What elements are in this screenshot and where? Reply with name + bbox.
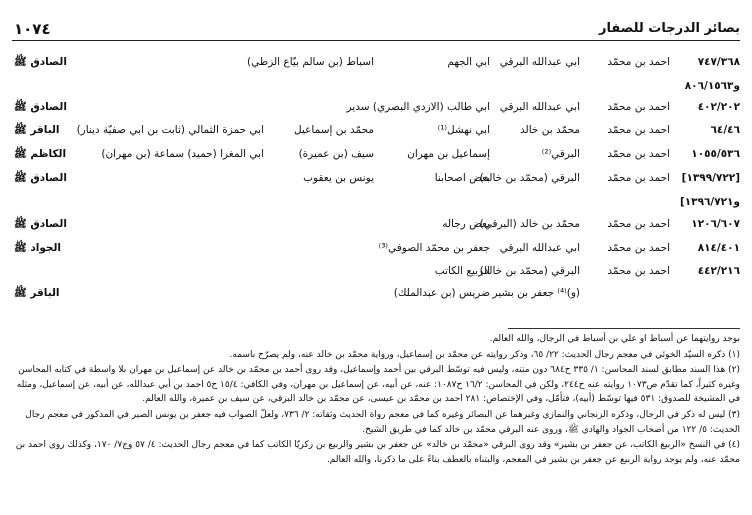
footnote: بوجد روايتهما عن أسباط او علي بن أسباط في الرجال، والله العالم. [489, 334, 740, 344]
narrator-4: سيف (بن عميرة) [298, 148, 374, 160]
narrator-2: البرقي (محمّد بن خالد) [479, 265, 580, 277]
header-rule [12, 40, 740, 41]
footnote: (١) ذكره السيّد الخوئي في معجم رجال الحديث: ٢٢/ ٦٥، وذكر روايته عن محمّد بن إسماعيل، ورواية محمّد بن خالد عنه، ولم يصرّح باسمه. [229, 349, 740, 360]
narrator-3: جعفر بن محمّد الصوفي⁽³⁾ [378, 242, 490, 254]
narrator-2: البرقي⁽²⁾ [541, 148, 580, 160]
hadith-id: ٤٠٢/٢٠٢ [697, 101, 740, 113]
narrator-3: بعض اصحابنا [434, 172, 490, 184]
narrator-2: محمّد بن خالد (البرقي) [479, 218, 580, 230]
hadith-id: ٨١٤/٤٠١ [697, 242, 740, 254]
chain-row [0, 148, 752, 166]
running-title: بصائر الدرجات للصفار [599, 21, 740, 36]
narrator-1: احمد بن محمّد [607, 218, 670, 230]
narrator-1: احمد بن محمّد [607, 101, 670, 113]
imam: الصادق ﷺ [14, 56, 67, 68]
page-number: ١٠٧٤ [14, 20, 51, 38]
footnotes [14, 332, 740, 468]
chain-row [0, 218, 752, 236]
narrator-3: ضريس (بن عبدالملك) [393, 287, 490, 299]
imam: الجواد ﷺ [14, 242, 62, 254]
hadith-id: ١٢٠٦/٦٠٧ [691, 218, 740, 230]
hadith-id: و١٣٩٦/٧٢١] [679, 196, 740, 208]
imam: الباقر ﷺ [14, 124, 60, 136]
narrator-1: احمد بن محمّد [607, 242, 670, 254]
narrator-2: البرقي (محمّد بن خالد) [479, 172, 580, 184]
chain-row [0, 101, 752, 119]
chain-row [0, 124, 752, 142]
narrator-2: ابي عبدالله البرقي [499, 101, 580, 113]
footnote-rule [508, 328, 740, 329]
footnote: (٤) في النسخ «الربيع الكاتب، عن جعفر بن بشير» وقد روى البرقي «محمّد بن خالد» عن جعفر بن بشير والربيع بن زكريّا الكاتب كما في معجم رجال الحديث: ٤/ ٥٧ وج٧/ ١٧٠، وكذلك روى احمد بن محمّد عنه، ولم يوجد رواية الربيع عن جعفر بن بشير في المعجم، والبتناه بالعطف بناءً على ما ذكرنا، والله العالم. [15, 440, 740, 465]
hadith-id: ٦٤/٤٦ [710, 124, 740, 136]
footnote: (٣) ليس له ذكر في الرجال، وذكره الزنجاني والنمازي وغيرهما عن البصائر وغيره كما في معجم رواة الحديث وثقاته: ٢/ ٧٣٦، ولعلّ الصواب فيه جعفر بن يونس الصير في المذكور في معجم رجال الحديث: ٥/ ١٢٢ من أصحاب الجواد والهادي ﷺ، وروى عنه البرقي محمّد بن خالد كما في طريق الشيخ. [25, 409, 740, 435]
chain-row [0, 172, 752, 190]
chain-subref [0, 196, 752, 214]
chain-subref [0, 80, 752, 98]
narrator-2: ابي عبدالله البرقي [499, 56, 580, 68]
narrator-1: احمد بن محمّد [607, 265, 670, 277]
imam: الباقر ﷺ [14, 287, 60, 299]
chain-row [0, 56, 752, 74]
chain-row [0, 242, 752, 260]
hadith-id: ٧٤٧/٣٦٨ [697, 56, 740, 68]
hadith-id: و٨٠٦/١٥٦٣ [684, 80, 740, 92]
narrator-1: احمد بن محمّد [607, 56, 670, 68]
imam: الصادق ﷺ [14, 218, 67, 230]
narrator-3: الربيع الكاتب [434, 265, 490, 277]
hadith-id: [١٣٩٩/٧٢٢] [681, 172, 740, 184]
narrator-2: (و)⁽⁴⁾ جعفر بن بشير [492, 287, 580, 299]
imam: الكاظم ﷺ [14, 148, 67, 160]
narrator-1: احمد بن محمّد [607, 172, 670, 184]
narrator-5: ابي المغرا (حميد) سماعة (بن مهران) [101, 148, 264, 160]
narrator-5: ابي حمزة الثمالي (ثابت بن ابي صفيّة دينار) [76, 124, 264, 136]
narrator-4: يونس بن يعقوب [303, 172, 374, 184]
narrator-3: بعض رجاله [442, 218, 490, 230]
narrator-3: إسماعيل بن مهران [407, 148, 490, 160]
chain-row [0, 265, 752, 283]
footnote: (٢) هذا السند مطابق لسند المحاسن: ١/ ٣٣٥ ح٦٨٤ دون متنه، وليس فيه توسّط البرقي بين أحمد وإسماعيل، وقد روى أحمد بن محمّد بن خالد عن إسماعيل بن مهران بلا واسطة في كتابه المحاسن وغيره كثيراً، كما تقدّم ص١٠٧٣ روايته عنه ح٢٤٤، ولكن في المحاسن: ١٦/٢ ح١٠٨٧: عنه، عن أبيه، عن إسماعيل بن مهران، وفي الكافي: ١٥/٤ ح٥ احمد بن أبي عبدالله، عن أبيه، عن إسماعيل، ومثله في المشيخة للصدوق: ٥٣١ فيها توسّط (أبيه)، فتأمّل، وفي الإختصاص: ٢٨١ احمد بن محمّد بن عيسى، عن محمّد بن خالد البرقي، عن سيف بن عميرة، والله العالم. [16, 365, 740, 405]
hadith-id: ٤٤٢/٢١٦ [697, 265, 740, 277]
narrator-1: احمد بن محمّد [607, 148, 670, 160]
chain-row [0, 287, 752, 305]
imam: الصادق ﷺ [14, 101, 67, 113]
narrator-1: احمد بن محمّد [607, 124, 670, 136]
narrator-3: ابي نهشل⁽¹⁾ [437, 124, 490, 136]
hadith-id: ١٠٥٥/٥٣٦ [691, 148, 740, 160]
narrator-2: محمّد بن خالد [520, 124, 580, 136]
narrator-3: ابي الجهم [447, 56, 490, 68]
imam: الصادق ﷺ [14, 172, 67, 184]
narrator-2: ابي عبدالله البرقي [499, 242, 580, 254]
narrator-4: محمّد بن إسماعيل [294, 124, 374, 136]
narrator-3: ابي طالب (الازدي البصري) سدير [346, 101, 490, 113]
narrator-4: اسباط (بن سالم بيّاع الزطي) [246, 56, 374, 68]
